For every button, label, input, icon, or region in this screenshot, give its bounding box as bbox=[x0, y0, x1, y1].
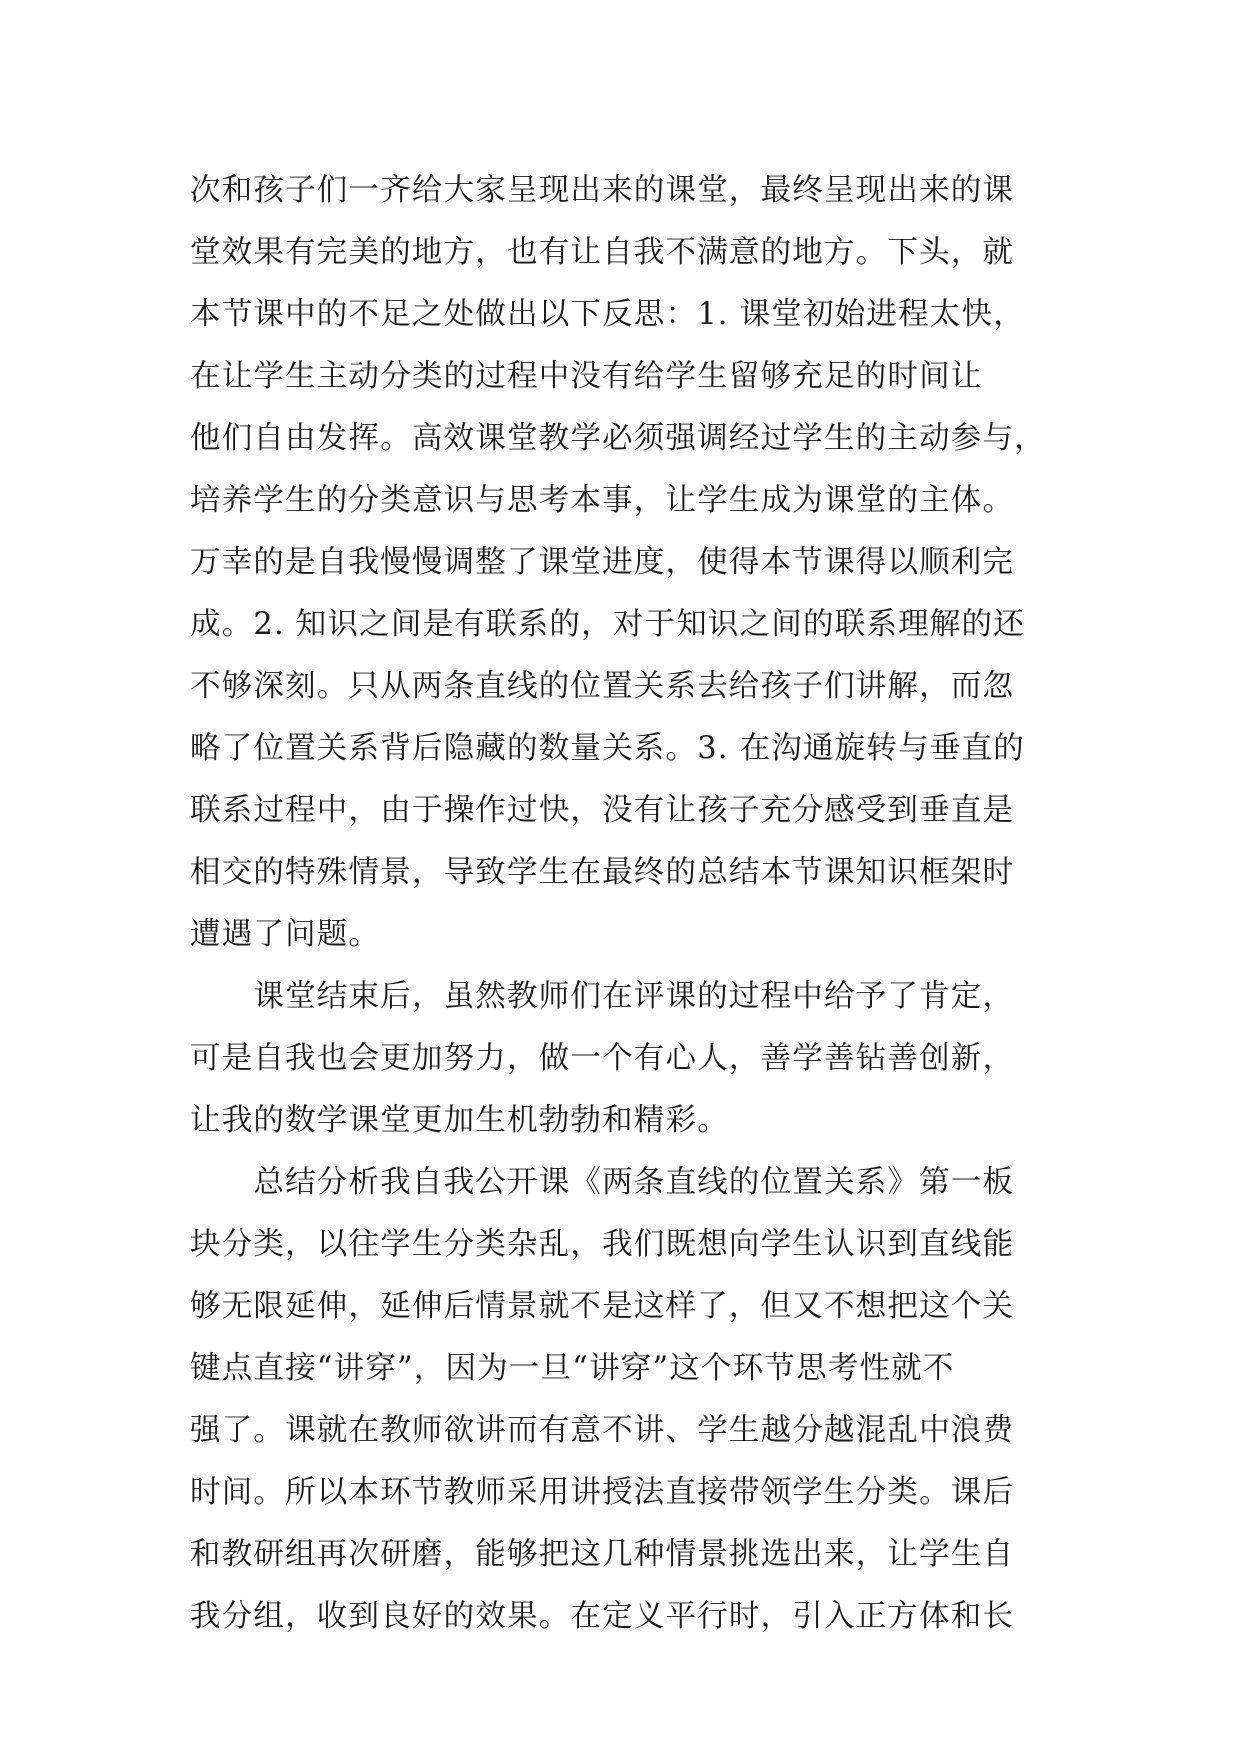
text-line: 课堂结束后，虽然教师们在评课的过程中给予了肯定， bbox=[190, 979, 1015, 1014]
text-line: 堂效果有完美的地方，也有让自我不满意的地方。下头，就 bbox=[190, 235, 1015, 270]
text-line: 略了位置关系背后隐藏的数量关系。3. 在沟通旋转与垂直的 bbox=[190, 731, 1025, 766]
text-line: 培养学生的分类意识与思考本事，让学生成为课堂的主体。 bbox=[190, 483, 1015, 518]
paragraph-3 bbox=[190, 1152, 1070, 1648]
text-line: 总结分析我自我公开课《两条直线的位置关系》第一板 bbox=[190, 1165, 1015, 1200]
text-line: 键点直接“讲穿”，因为一旦“讲穿”这个环节思考性就不 bbox=[190, 1351, 955, 1386]
text-line: 强了。课就在教师欲讲而有意不讲、学生越分越混乱中浪费 bbox=[190, 1413, 1015, 1448]
text-line: 在让学生主动分类的过程中没有给学生留够充足的时间让 bbox=[190, 359, 983, 394]
text-line: 他们自由发挥。高效课堂教学必须强调经过学生的主动参与， bbox=[190, 421, 1046, 456]
paragraph-2 bbox=[190, 966, 1070, 1152]
text-line: 成。2. 知识之间是有联系的，对于知识之间的联系理解的还 bbox=[190, 607, 1025, 642]
text-line: 够无限延伸，延伸后情景就不是这样了，但又不想把这个关 bbox=[190, 1289, 1015, 1324]
text-line: 相交的特殊情景，导致学生在最终的总结本节课知识框架时 bbox=[190, 855, 1015, 890]
text-line: 次和孩子们一齐给大家呈现出来的课堂，最终呈现出来的课 bbox=[190, 173, 1015, 208]
text-line: 我分组，收到良好的效果。在定义平行时，引入正方体和长 bbox=[190, 1599, 1015, 1634]
text-line: 万幸的是自我慢慢调整了课堂进度，使得本节课得以顺利完 bbox=[190, 545, 1015, 580]
text-line: 让我的数学课堂更加生机勃勃和精彩。 bbox=[190, 1103, 729, 1138]
text-line: 本节课中的不足之处做出以下反思：1. 课堂初始进程太快， bbox=[190, 297, 1025, 332]
text-line: 可是自我也会更加努力，做一个有心人，善学善钻善创新， bbox=[190, 1041, 1015, 1076]
document-body bbox=[190, 160, 1070, 1648]
text-line: 块分类，以往学生分类杂乱，我们既想向学生认识到直线能 bbox=[190, 1227, 1015, 1262]
text-line: 和教研组再次研磨，能够把这几种情景挑选出来，让学生自 bbox=[190, 1537, 1015, 1572]
text-line: 时间。所以本环节教师采用讲授法直接带领学生分类。课后 bbox=[190, 1475, 1015, 1510]
text-line: 不够深刻。只从两条直线的位置关系去给孩子们讲解，而忽 bbox=[190, 669, 1015, 704]
text-line: 遭遇了问题。 bbox=[190, 917, 381, 952]
text-line: 联系过程中，由于操作过快，没有让孩子充分感受到垂直是 bbox=[190, 793, 1015, 828]
paragraph-1 bbox=[190, 160, 1070, 966]
